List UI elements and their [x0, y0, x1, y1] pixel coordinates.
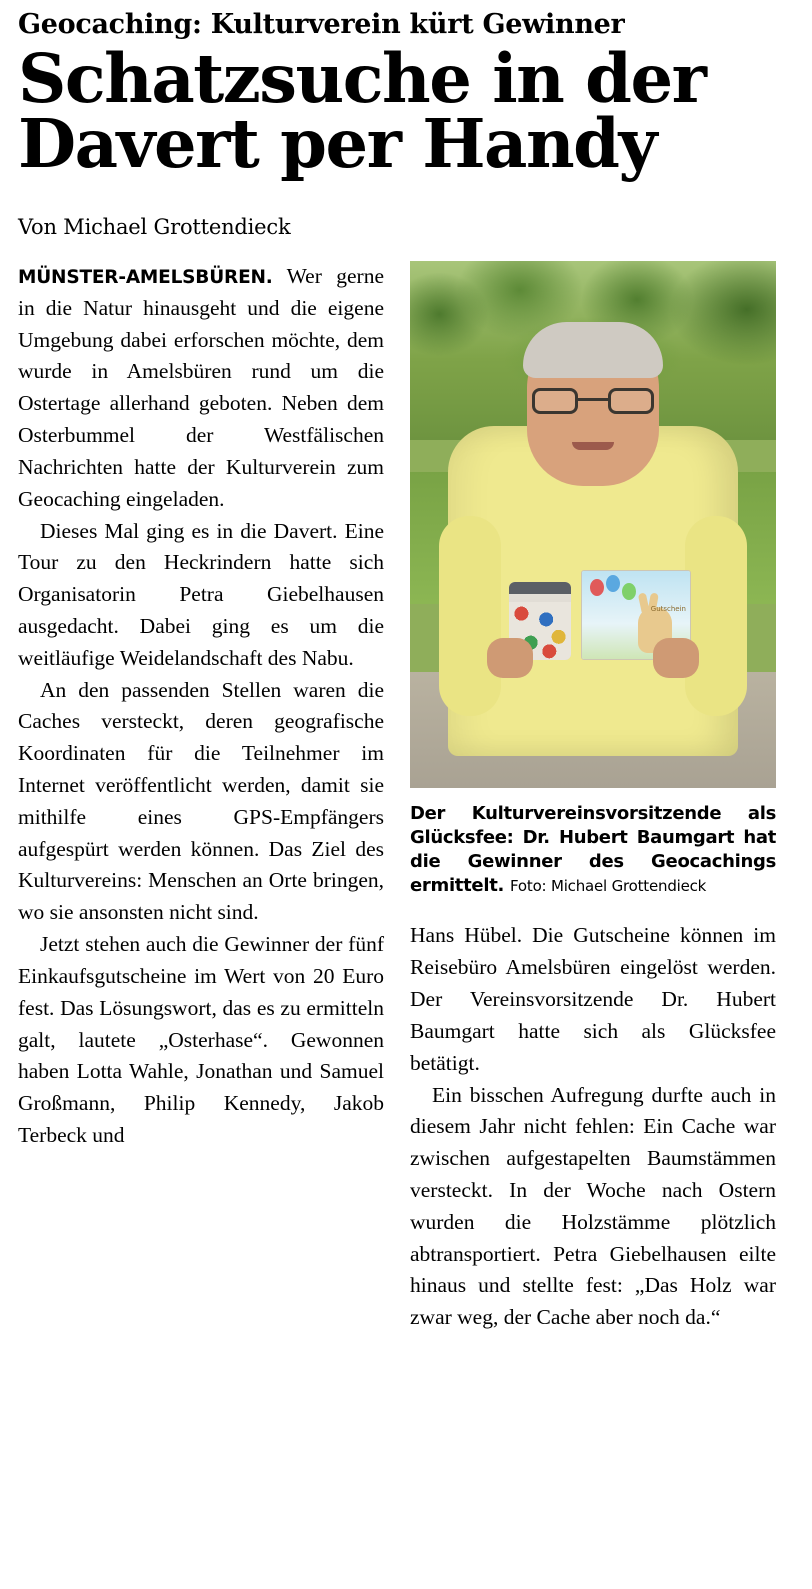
- photo-balloon-blue: [606, 575, 620, 592]
- photo-balloon-red: [590, 579, 604, 596]
- photo-gift-label: Gutschein: [650, 605, 686, 614]
- photo-hair: [523, 322, 663, 378]
- headline-line-1: Schatzsuche in der: [18, 38, 706, 118]
- photo-balloon-green: [622, 583, 636, 600]
- dateline: MÜNSTER-AMELSBÜREN.: [18, 267, 273, 288]
- article-kicker: Geocaching: Kulturverein kürt Gewinner: [18, 9, 625, 40]
- paragraph-lead-text: Wer gerne in die Natur hinausgeht und die eigene Umgebung dabei erforschen möchte, dem wurde in Amelsbüren rund um die Ostertage allerhand geboten. Neben dem Osterbummel der Westfälischen Nachrichten hatte der Kulturverein zum Geocaching eingeladen.: [18, 264, 384, 511]
- photo-caption-text: Der Kulturvereinsvorsitzende als Glücksfee: Dr. Hubert Baumgart hat die Gewinner des Geocachings ermittelt.: [410, 803, 776, 897]
- right-column-body: [410, 920, 776, 1334]
- article-columns: [18, 261, 794, 1334]
- photo-arm-left: [439, 516, 501, 716]
- left-column: [18, 261, 384, 1334]
- glasses-icon: [532, 388, 654, 414]
- headline-line-2: Davert per Handy: [18, 104, 656, 184]
- photo-arm-right: [685, 516, 747, 716]
- right-column: [410, 261, 776, 1334]
- photo-hand-left: [487, 638, 533, 678]
- photo-person: [443, 326, 743, 756]
- photo-mouth: [572, 442, 614, 450]
- article-photo: [410, 261, 776, 788]
- paragraph-6: Ein bisschen Aufregung durfte auch in diesem Jahr nicht fehlen: Ein Cache war zwischen aufgestapelten Baumstämmen versteckt. In der Woche nach Ostern wurden die Holzstämme plötzlich abtransportiert. Petra Giebelhausen eilte hinaus und stellte fest: „Das Holz war zwar weg, der Cache aber noch da.“: [410, 1082, 776, 1330]
- photo-caption: [410, 802, 776, 898]
- paragraph-lead: [18, 261, 384, 516]
- photo-credit: Foto: Michael Grottendieck: [510, 877, 707, 896]
- page-title: [18, 38, 794, 184]
- photo-glasses-bridge: [578, 398, 608, 401]
- photo-lens-left: [532, 388, 578, 414]
- photo-hand-right: [653, 638, 699, 678]
- article-byline: Von Michael Grottendieck: [18, 215, 291, 239]
- photo-lens-right: [608, 388, 654, 414]
- paragraph-3: An den passenden Stellen waren die Caches versteckt, deren geografische Koordinaten für die Teilnehmer im Internet veröffentlicht werden, damit sie mithilfe eines GPS-Empfängers aufgespürt werden können. Das Ziel des Kulturvereins: Menschen an Orte bringen, wo sie ansonsten nicht sind.: [18, 677, 384, 925]
- paragraph-2: Dieses Mal ging es in die Davert. Eine Tour zu den Heckrindern hatte sich Organisatorin Petra Giebelhausen ausgedacht. Dabei ging es um die weitläufige Weidelandschaft des Nabu.: [18, 518, 384, 670]
- paragraph-5: Hans Hübel. Die Gutscheine können im Reisebüro Amelsbüren eingelöst werden. Der Vereinsvorsitzende Dr. Hubert Baumgart hatte sich als Glücksfee betätigt.: [410, 923, 776, 1075]
- paragraph-4: Jetzt stehen auch die Gewinner der fünf Einkaufsgutscheine im Wert von 20 Euro fest. Das Lösungswort, das es zu ermitteln galt, lautete „Osterhase“. Gewonnen haben Lotta Wahle, Jonathan und Samuel Großmann, Philip Kennedy, Jakob Terbeck und: [18, 932, 384, 1147]
- photo-jar-lid: [509, 582, 571, 594]
